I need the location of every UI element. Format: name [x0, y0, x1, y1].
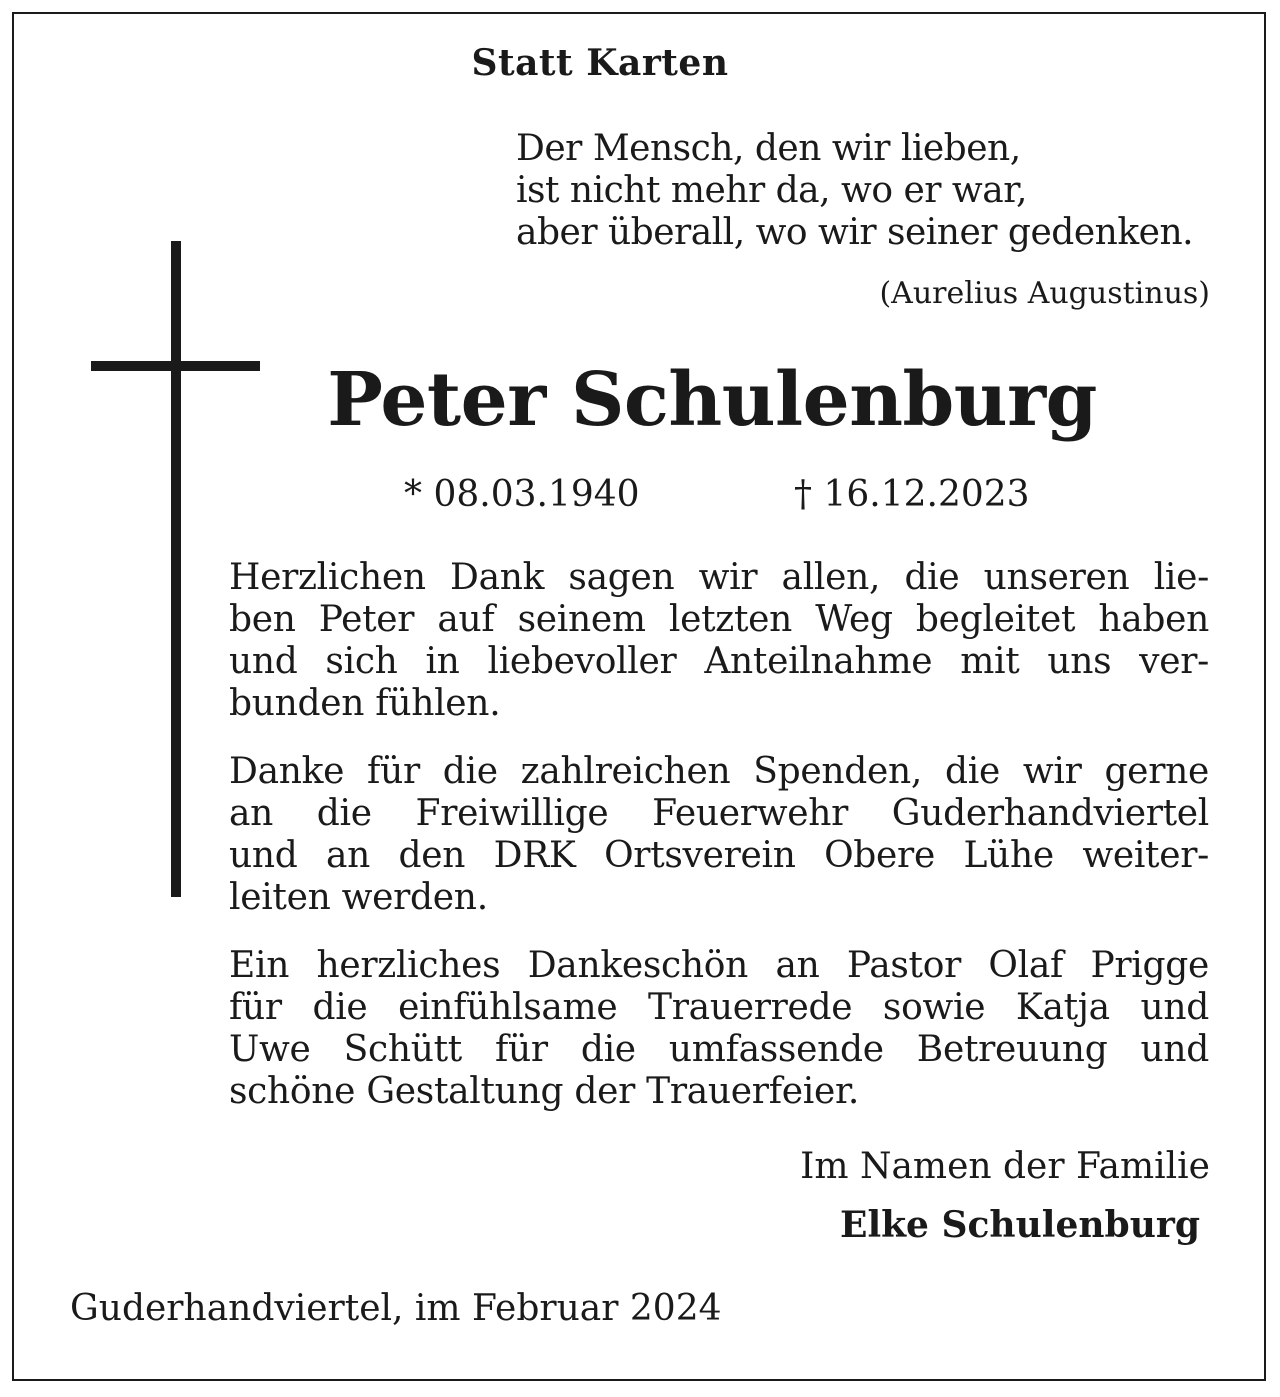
paragraph-line: Herzlichen Dank sagen wir allen, die unseren lie-: [229, 557, 1209, 598]
paragraph-line: ben Peter auf seinem letzten Weg begleitet haben: [229, 599, 1209, 640]
paragraph-line: an die Freiwillige Feuerwehr Guderhandviertel: [229, 793, 1209, 834]
death-date: † 16.12.2023: [794, 474, 1030, 515]
paragraph-line: Danke für die zahlreichen Spenden, die wir gerne: [229, 751, 1209, 792]
paragraph-line: Ein herzliches Dankeschön an Pastor Olaf Prigge: [229, 945, 1209, 986]
thanks-paragraph-2: [229, 751, 1209, 919]
paragraph-line: und an den DRK Ortsverein Obere Lühe weiter-: [229, 835, 1209, 876]
paragraph-line: bunden fühlen.: [229, 683, 501, 724]
memorial-quote: [516, 128, 1193, 254]
paragraph-line: leiten werden.: [229, 877, 488, 918]
quote-line: ist nicht mehr da, wo er war,: [516, 170, 1027, 211]
signature-name: Elke Schulenburg: [840, 1204, 1200, 1246]
thanks-paragraph-3: [229, 945, 1209, 1113]
cross-vertical-beam: [171, 241, 181, 897]
quote-line: aber überall, wo wir seiner gedenken.: [516, 212, 1194, 253]
statt-karten-heading: Statt Karten: [471, 42, 729, 84]
thanks-paragraph-1: [229, 557, 1209, 725]
paragraph-line: Uwe Schütt für die umfassende Betreuung und: [229, 1029, 1209, 1070]
signature-closing: Im Namen der Familie: [800, 1146, 1210, 1187]
place-and-date: Guderhandviertel, im Februar 2024: [70, 1288, 722, 1329]
paragraph-line: schöne Gestaltung der Trauerfeier.: [229, 1071, 860, 1112]
birth-date: * 08.03.1940: [404, 474, 640, 515]
cross-horizontal-beam: [91, 361, 260, 371]
deceased-name: Peter Schulenburg: [327, 357, 1097, 443]
quote-author: (Aurelius Augustinus): [879, 276, 1210, 311]
paragraph-line: für die einfühlsame Trauerrede sowie Katja und: [229, 987, 1209, 1028]
paragraph-line: und sich in liebevoller Anteilnahme mit uns ver-: [229, 641, 1209, 682]
quote-line: Der Mensch, den wir lieben,: [516, 128, 1021, 169]
